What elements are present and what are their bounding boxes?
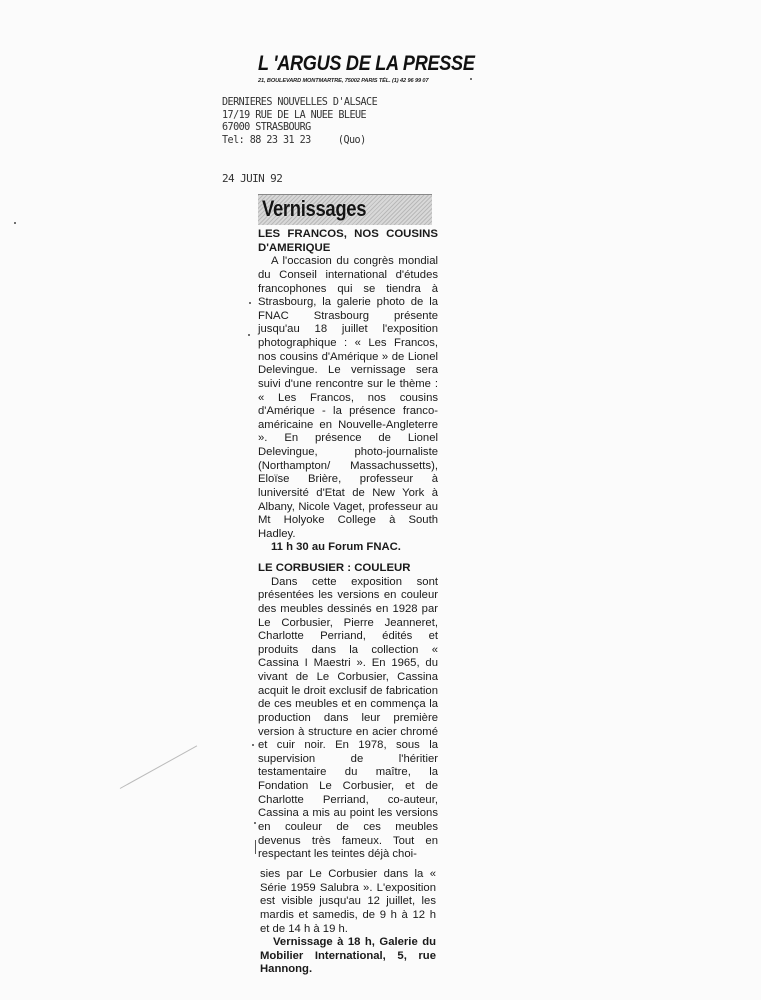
source-frequency: (Quo)	[337, 132, 366, 146]
margin-dot	[249, 302, 251, 304]
scan-stray-line	[120, 745, 197, 789]
source-street: 17/19 RUE DE LA NUEE BLEUE	[222, 107, 367, 121]
margin-dot	[252, 744, 254, 746]
article-corbusier-body-2: sies par Le Corbusier dans la « Série 1959 Salubra ». L'exposition est visible jusqu'au 12 juillet, les mardis et samedis, de 9 h à 12 h et de 14 h à 19 h.	[260, 868, 436, 935]
rubric-banner	[258, 194, 432, 225]
clip-date: 24 JUIN 92	[222, 172, 283, 185]
article-francos-body: A l'occasion du congrès mondial du Conseil international d'études francophones qui se tiendra à Strasbourg, la galerie photo de la FNAC Strasbourg présente jusqu'au 18 juillet l'exposition photographique : « Les Francos, nos cousins d'Amérique » de Lionel Delevingue. Le vernissage sera suivi d'une rencontre sur le thème : « Les Francos, nos cousins d'Amérique - la présence franco-américaine en Nouvelle-Angleterre ». En présence de Lionel Delevingue, photo-journaliste (Northampton/ Massachussetts), Eloïse Brière, professeur à luniversité d'Etat de New York à Albany, Nicole Vaget, professeur au Mt Holyoke College à South Hadley.	[258, 255, 438, 540]
source-phone: Tel: 88 23 31 23	[222, 132, 311, 146]
article-corbusier-continued	[260, 868, 436, 977]
source-city: 67000 STRASBOURG	[222, 120, 311, 134]
article-francos	[258, 228, 438, 555]
margin-dot	[248, 334, 250, 336]
rubric-title: Vernissages	[262, 196, 367, 221]
source-newspaper: DERNIERES NOUVELLES D'ALSACE	[222, 95, 378, 108]
argus-brand: L 'ARGUS DE LA PRESSE	[258, 52, 475, 75]
article-corbusier-title: LE CORBUSIER : COULEUR	[258, 562, 411, 574]
argus-address: 21, BOULEVARD MONTMARTRE, 75002 PARIS TÉL. (1) 42 96 99 07	[258, 78, 429, 84]
article-corbusier	[258, 562, 438, 862]
column-margin-mark	[255, 840, 256, 854]
margin-dot	[470, 78, 472, 80]
article-francos-time: 11 h 30 au Forum FNAC.	[271, 541, 401, 554]
margin-dot	[254, 822, 256, 824]
margin-dot	[14, 222, 16, 224]
article-francos-title: LES FRANCOS, NOS COUSINS D'AMERIQUE	[258, 228, 438, 254]
article-corbusier-body-1: Dans cette exposition sont présentées les versions en couleur des meubles dessinés en 1928 par Le Corbusier, Pierre Jeanneret, Charlotte Perriand, édités et produits dans la collection « Cassina I Maestri ». En 1965, du vivant de Le Corbusier, Cassina acquit le droit exclusif de fabrication de ces meubles et en commença la production dans leur première version à structure en acier chromé et cuir noir. En 1978, sous la supervision de l'héritier testamentaire du maître, la Fondation Le Corbusier, et de Charlotte Perriand, co-auteur, Cassina a mis au point les versions en couleur de ces meubles devenus très fameux. Tout en respectant les teintes déjà choi-	[258, 575, 438, 861]
argus-masthead	[258, 52, 475, 84]
source-stamp	[222, 96, 377, 146]
article-corbusier-vernissage: Vernissage à 18 h, Galerie du Mobilier International, 5, rue Hannong.	[260, 936, 436, 976]
